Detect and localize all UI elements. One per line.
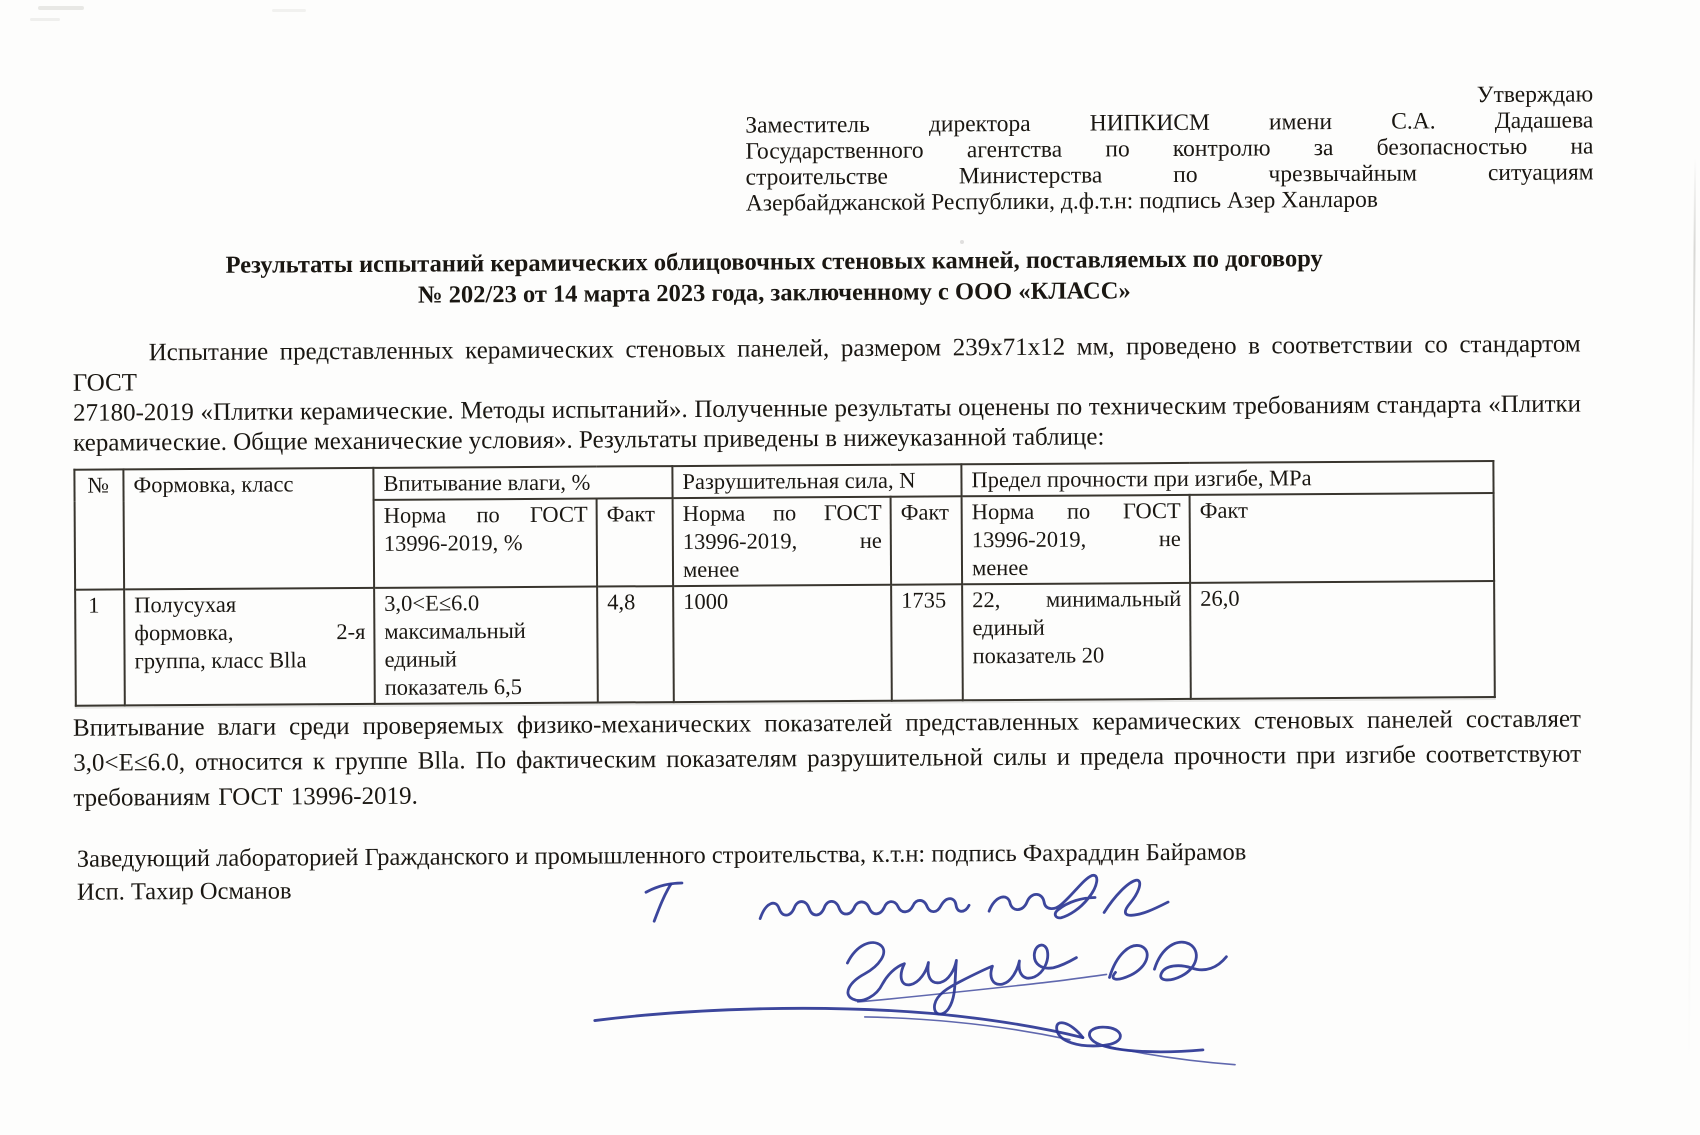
intro-line: Испытание представленных керамических стеновых панелей, размером 239х71х12 мм, проведено в соответствии со стандартом ГОСТ xyxy=(72,330,1581,397)
cell-molding xyxy=(124,588,375,706)
scan-speck xyxy=(960,240,964,244)
col-header-force: Разрушительная сила, N xyxy=(672,464,961,498)
col-header-absorption: Впитывание влаги, % xyxy=(373,466,672,500)
subheader-line: Норма по ГОСТ xyxy=(971,497,1181,525)
cell-absorption-fact: 4,8 xyxy=(597,586,674,702)
subheader-strength-fact: Факт xyxy=(1190,493,1495,583)
col-header-molding: Формовка, класс xyxy=(123,468,374,590)
results-table xyxy=(73,460,1495,707)
col-header-strength: Предел прочности при изгибе, МРа xyxy=(961,461,1493,496)
cell-line: показатель 20 xyxy=(972,642,1105,669)
approval-line: Государственного агентства по контролю за безопасностью на xyxy=(745,133,1594,165)
lab-head-signature-line: Заведующий лабораторией Гражданского и промышленного строительства, к.т.н: подпись Фахраддин Байрамов xyxy=(76,838,1247,873)
document-title-line2: № 202/23 от 14 марта 2023 года, заключенному с ООО «КЛАСС» xyxy=(417,277,1131,309)
cell-line: максимальный xyxy=(384,617,526,644)
subheader-line: 13996-2019, % xyxy=(383,529,523,556)
cell-force-norm: 1000 xyxy=(673,585,892,702)
cell-force-fact: 1735 xyxy=(891,584,963,700)
handwritten-signature xyxy=(564,863,1275,1082)
approval-line: строительстве Министерства по чрезвычайным ситуациям xyxy=(745,159,1594,191)
cell-absorption-norm xyxy=(374,587,598,704)
cell-row-num: 1 xyxy=(75,589,125,705)
cell-line: Полусухая xyxy=(134,591,237,618)
intro-paragraph xyxy=(73,330,1582,459)
subheader-force-fact: Факт xyxy=(891,496,963,584)
subheader-line: менее xyxy=(682,556,740,583)
intro-line: керамические. Общие механические условия». Результаты приведены в нижеуказанной таблице: xyxy=(73,423,1105,457)
approval-line: Заместитель директора НИПКИСМ имени С.А. Дадашева xyxy=(745,107,1594,139)
subheader-line: Норма по ГОСТ xyxy=(383,501,588,528)
subheader-line: менее xyxy=(971,554,1029,581)
cell-line: 3,0<E≤6.0 xyxy=(384,590,480,616)
subheader-force-norm xyxy=(673,497,892,586)
subheader-strength-norm xyxy=(962,495,1191,584)
subheader-absorption-norm xyxy=(374,499,598,588)
scan-speck xyxy=(272,9,306,12)
conclusion-line: Впитывание влаги среди проверяемых физико-механических показателей представленных керамических стеновых панелей составляет xyxy=(72,705,1582,742)
intro-line: 27180-2019 «Плитки керамические. Методы испытаний». Полученные результаты оценены по техническим требованиям стандарта «Плитки xyxy=(72,390,1582,427)
document-title-line1: Результаты испытаний керамических облицовочных стеновых камней, поставляемых по договору xyxy=(225,245,1323,279)
cell-line: формовка, 2-я xyxy=(134,618,366,646)
cell-line: группа, класс Blla xyxy=(134,647,307,674)
approval-block xyxy=(745,81,1594,216)
subheader-line: 13996-2019, не xyxy=(682,527,882,555)
cell-line: единый xyxy=(972,614,1045,641)
document-title xyxy=(70,242,1478,313)
approval-line: Азербайджанской Республики, д.ф.т.н: подпись Азер Ханларов xyxy=(745,186,1379,217)
subheader-line: 13996-2019, не xyxy=(971,525,1181,553)
conclusion-paragraph xyxy=(73,702,1582,816)
cell-strength-fact: 26,0 xyxy=(1190,581,1495,699)
executor-line: Исп. Тахир Османов xyxy=(76,877,292,906)
cell-line: 22, минимальный xyxy=(972,585,1182,613)
conclusion-line: 3,0<E≤6.0, относится к группе Blla. По фактическим показателям разрушительной силы и предела прочности при изгибе соответствуют xyxy=(73,740,1582,777)
scan-speck xyxy=(38,6,84,10)
cell-line: показатель 6,5 xyxy=(384,674,523,700)
subheader-line: Норма по ГОСТ xyxy=(682,499,882,527)
cell-line: единый xyxy=(384,646,458,672)
scan-speck xyxy=(30,18,60,21)
conclusion-line: требованиям ГОСТ 13996-2019. xyxy=(73,782,418,812)
subheader-absorption-fact: Факт xyxy=(597,498,674,586)
cell-strength-norm xyxy=(962,583,1191,700)
col-header-num: № xyxy=(74,469,124,589)
approve-word: Утверждаю xyxy=(1476,81,1594,109)
